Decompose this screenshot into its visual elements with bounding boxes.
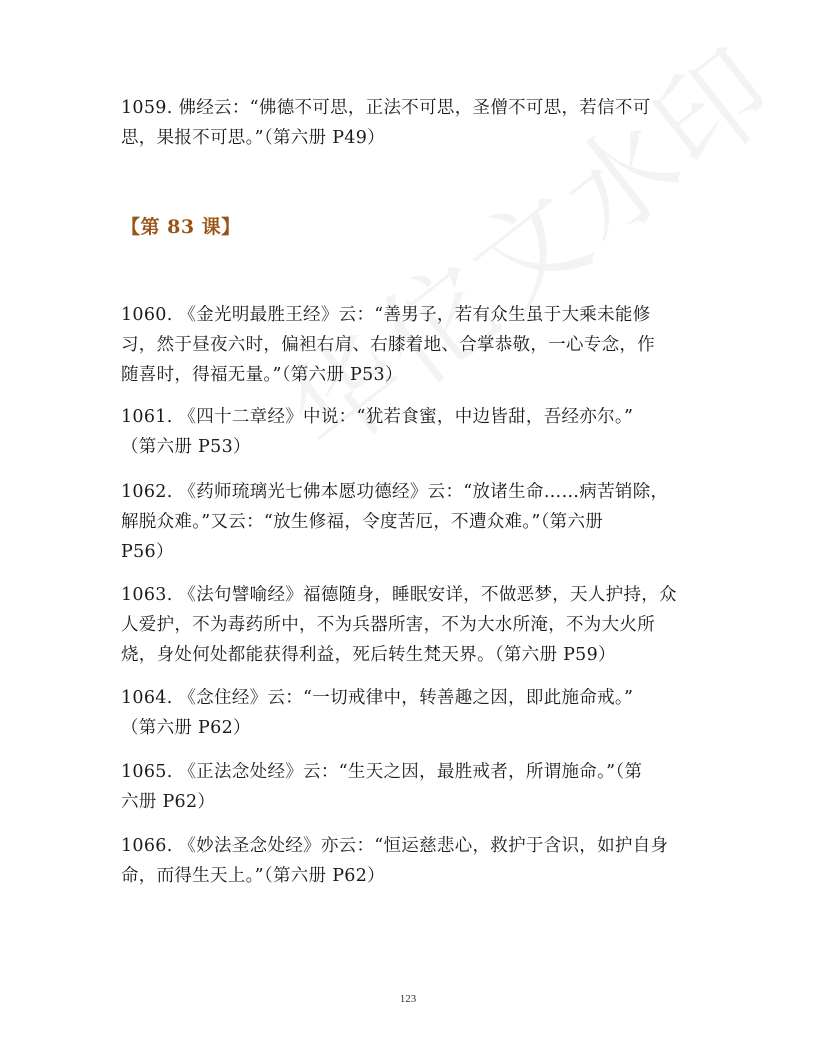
- entry-1063: [121, 580, 696, 670]
- entry-1062: [121, 477, 696, 567]
- entry-1059: [121, 93, 696, 153]
- entry-line: 六册 P62）: [121, 792, 216, 812]
- entry-line: 1063. 《法句譬喻经》福德随身，睡眠安详，不做恶梦，天人护持，众: [121, 585, 677, 605]
- entry-1060: [121, 300, 696, 390]
- entry-line: 1060. 《金光明最胜王经》云：“善男子，若有众生虽于大乘未能修: [121, 305, 651, 325]
- page-number: 123: [399, 993, 417, 1005]
- entry-line: P56）: [121, 542, 174, 562]
- entry-line: 1062. 《药师琉璃光七佛本愿功德经》云：“放诸生命……病苦销除，: [121, 482, 669, 502]
- entry-line: （第六册 P53）: [121, 437, 251, 457]
- entry-line: 1065. 《正法念处经》云：“生天之因，最胜戒者，所谓施命。”（第: [121, 762, 643, 782]
- lesson-heading: 【第 83 课】: [121, 216, 241, 238]
- entry-1061: [121, 402, 696, 462]
- entry-line: 命，而得生天上。”（第六册 P62）: [121, 866, 385, 886]
- entry-1066: [121, 831, 696, 891]
- entry-line: 1059. 佛经云：“佛德不可思，正法不可思，圣僧不可思，若信不可: [121, 98, 651, 118]
- entry-line: 烧，身处何处都能获得利益，死后转生梵天界。（第六册 P59）: [121, 645, 616, 665]
- entry-1064: [121, 683, 696, 743]
- entry-line: 随喜时，得福无量。”（第六册 P53）: [121, 365, 403, 385]
- entry-line: 人爱护，不为毒药所中，不为兵器所害，不为大水所淹，不为大火所: [121, 615, 655, 635]
- entry-line: 习，然于昼夜六时，偏袒右肩、右膝着地、合掌恭敬，一心专念，作: [121, 335, 655, 355]
- entry-line: 思，果报不可思。”（第六册 P49）: [121, 128, 385, 148]
- entry-line: （第六册 P62）: [121, 718, 251, 738]
- entry-1065: [121, 757, 696, 817]
- entry-line: 1061. 《四十二章经》中说：“犹若食蜜，中边皆甜，吾经亦尔。”: [121, 407, 634, 427]
- entry-line: 解脱众难。”又云：“放生修福，令度苦厄，不遭众难。”（第六册: [121, 512, 604, 532]
- entry-line: 1064. 《念住经》云：“一切戒律中，转善趣之因，即此施命戒。”: [121, 688, 634, 708]
- entry-line: 1066. 《妙法圣念处经》亦云：“恒运慈悲心，救护于含识，如护自身: [121, 836, 669, 856]
